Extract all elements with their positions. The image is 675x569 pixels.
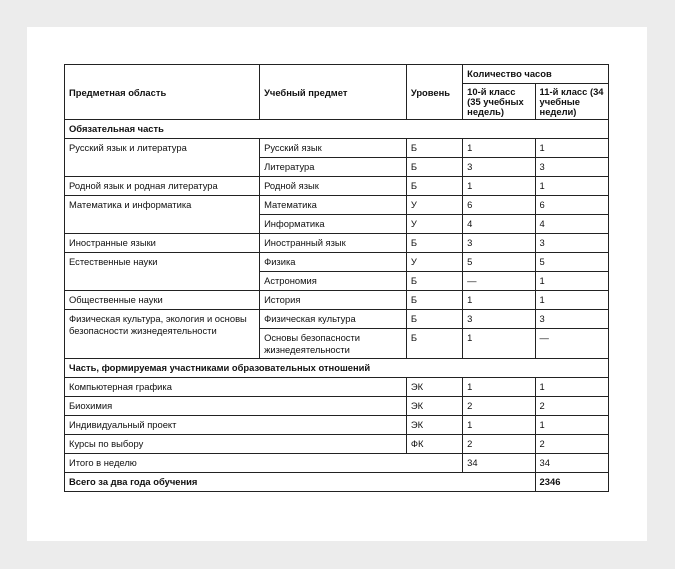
table-row	[65, 435, 609, 454]
table-row	[65, 378, 609, 397]
weekly-total-h10: 34	[463, 454, 535, 473]
area-cell: Русский язык и литература	[65, 139, 260, 177]
subject-cell: Курсы по выбору	[65, 435, 407, 454]
grand-total-row	[65, 473, 609, 492]
hours10-cell: 3	[463, 158, 535, 177]
subject-cell: Математика	[260, 196, 407, 215]
subject-cell: Компьютерная графика	[65, 378, 407, 397]
hours10-cell: 1	[463, 329, 535, 359]
hours11-cell: 1	[535, 139, 608, 158]
hours10-cell: 1	[463, 139, 535, 158]
header-grade10: 10-й класс (35 учебных недель)	[463, 84, 535, 120]
section-row	[65, 120, 609, 139]
hours11-cell: 1	[535, 416, 608, 435]
subject-cell: Физика	[260, 253, 407, 272]
area-cell: Родной язык и родная литература	[65, 177, 260, 196]
hours10-cell: 1	[463, 416, 535, 435]
hours11-cell: 3	[535, 310, 608, 329]
hours11-cell: 5	[535, 253, 608, 272]
level-cell: Б	[406, 329, 462, 359]
hours11-cell: 3	[535, 234, 608, 253]
weekly-total-label: Итого в неделю	[65, 454, 463, 473]
subject-cell: Иностранный язык	[260, 234, 407, 253]
hours11-cell: 1	[535, 177, 608, 196]
hours10-cell: 1	[463, 177, 535, 196]
header-subject: Учебный предмет	[260, 65, 407, 120]
header-grade11: 11-й класс (34 учебные недели)	[535, 84, 608, 120]
level-cell: ФК	[406, 435, 462, 454]
hours10-cell: 1	[463, 291, 535, 310]
table-row	[65, 139, 609, 158]
level-cell: ЭК	[406, 397, 462, 416]
subject-cell: Основы безопасности жизнедеятельности	[260, 329, 407, 359]
level-cell: Б	[406, 158, 462, 177]
curriculum-table	[64, 64, 609, 492]
level-cell: Б	[406, 272, 462, 291]
level-cell: Б	[406, 310, 462, 329]
hours11-cell: 3	[535, 158, 608, 177]
area-cell: Общественные науки	[65, 291, 260, 310]
hours11-cell: 1	[535, 272, 608, 291]
area-cell: Естественные науки	[65, 253, 260, 291]
table-row	[65, 291, 609, 310]
hours11-cell: 2	[535, 435, 608, 454]
subject-cell: Русский язык	[260, 139, 407, 158]
level-cell: У	[406, 196, 462, 215]
hours11-cell: 2	[535, 397, 608, 416]
header-level: Уровень	[406, 65, 462, 120]
level-cell: Б	[406, 234, 462, 253]
subject-cell: Индивидуальный проект	[65, 416, 407, 435]
subject-cell: Литература	[260, 158, 407, 177]
table-row	[65, 253, 609, 272]
hours11-cell: 4	[535, 215, 608, 234]
table-row	[65, 177, 609, 196]
subject-cell: Физическая культура	[260, 310, 407, 329]
hours10-cell: 3	[463, 310, 535, 329]
hours10-cell: 4	[463, 215, 535, 234]
hours10-cell: 5	[463, 253, 535, 272]
hours10-cell: —	[463, 272, 535, 291]
level-cell: Б	[406, 139, 462, 158]
grand-total-value: 2346	[535, 473, 608, 492]
table-row	[65, 234, 609, 253]
table-row	[65, 397, 609, 416]
section-mandatory: Обязательная часть	[65, 120, 609, 139]
table-row	[65, 196, 609, 215]
grand-total-label: Всего за два года обучения	[65, 473, 536, 492]
hours10-cell: 1	[463, 378, 535, 397]
weekly-total-row	[65, 454, 609, 473]
area-cell: Математика и информатика	[65, 196, 260, 234]
header-row	[65, 65, 609, 84]
hours11-cell: 1	[535, 291, 608, 310]
subject-cell: История	[260, 291, 407, 310]
area-cell: Физическая культура, экология и основы безопасности жизнедеятельности	[65, 310, 260, 359]
level-cell: ЭК	[406, 378, 462, 397]
header-area: Предметная область	[65, 65, 260, 120]
document-page	[27, 27, 647, 541]
section-optional: Часть, формируемая участниками образовательных отношений	[65, 359, 609, 378]
subject-cell: Биохимия	[65, 397, 407, 416]
table-row	[65, 310, 609, 329]
section-row	[65, 359, 609, 378]
subject-cell: Родной язык	[260, 177, 407, 196]
level-cell: ЭК	[406, 416, 462, 435]
level-cell: У	[406, 215, 462, 234]
area-cell: Иностранные языки	[65, 234, 260, 253]
hours11-cell: —	[535, 329, 608, 359]
subject-cell: Информатика	[260, 215, 407, 234]
weekly-total-h11: 34	[535, 454, 608, 473]
level-cell: У	[406, 253, 462, 272]
level-cell: Б	[406, 177, 462, 196]
hours10-cell: 3	[463, 234, 535, 253]
hours10-cell: 2	[463, 397, 535, 416]
hours10-cell: 6	[463, 196, 535, 215]
hours10-cell: 2	[463, 435, 535, 454]
header-hours: Количество часов	[463, 65, 609, 84]
hours11-cell: 1	[535, 378, 608, 397]
table-row	[65, 416, 609, 435]
hours11-cell: 6	[535, 196, 608, 215]
subject-cell: Астрономия	[260, 272, 407, 291]
level-cell: Б	[406, 291, 462, 310]
